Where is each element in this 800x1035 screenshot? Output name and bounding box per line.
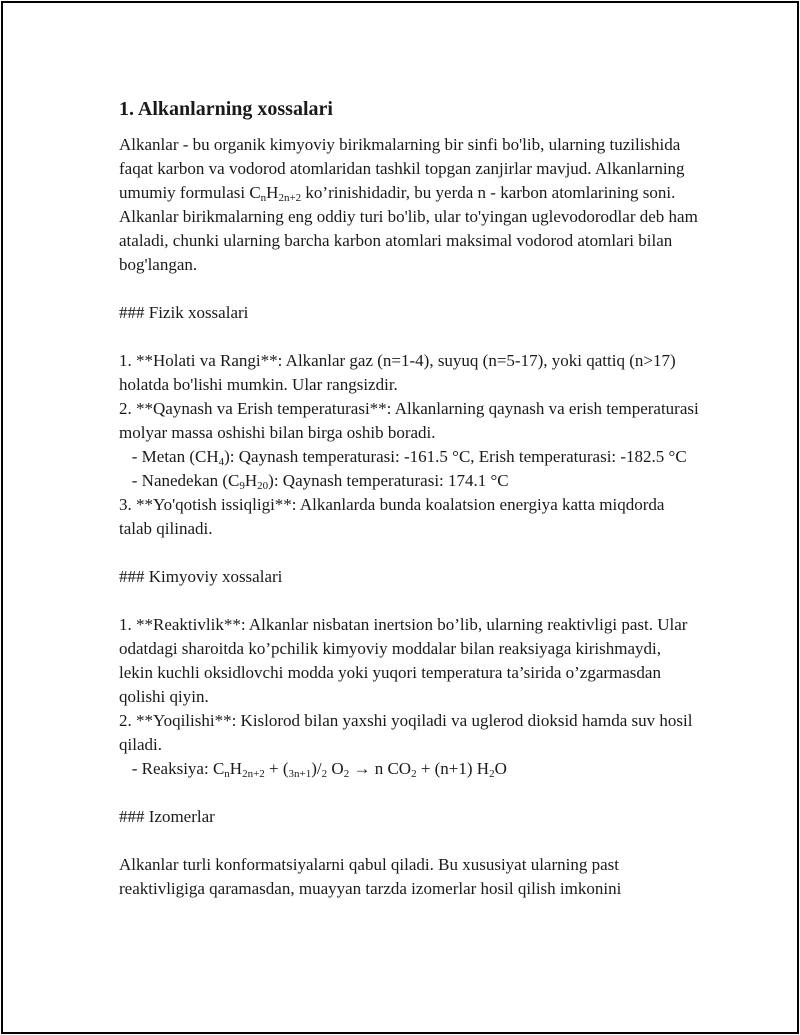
physical-item-2: 2. **Qaynash va Erish temperaturasi**: Alkanlarning qaynash va erish temperaturasi molyar massa oshishi bilan birga oshib boradi. — [119, 399, 699, 442]
intro-text-2: ko’rinishidadir, bu yerda n - karbon atomlarining soni. Alkanlar birikmalarning eng oddiy turi bo'lib, ular to'yingan uglevodorodlar deb ham ataladi, chunki ularning barcha karbon atomlari maksimal vodorod atomlari bilan bog'langan. — [119, 183, 698, 274]
document-content — [119, 95, 699, 901]
nanedekan-line — [119, 469, 699, 493]
metan-post: ): Qaynash temperaturasi: -161.5 °C, Erish temperaturasi: -182.5 °C — [224, 447, 687, 466]
intro-text-1: Alkanlar - bu organik kimyoviy birikmalarning bir sinfi bo'lib, ularning tuzilishida faqat karbon va vodorod atomlaridan tashkil topgan zanjirlar mavjud. Alkanlarning umumiy formulasi — [119, 135, 685, 202]
formula-c-sub: n — [260, 192, 267, 204]
reaction-sub-1: n — [224, 768, 230, 780]
reaction-plus: + ( — [264, 759, 289, 778]
metan-line — [119, 445, 699, 469]
metan-sub: 4 — [218, 456, 225, 468]
chemical-item-2: 2. **Yoqilishi**: Kislorod bilan yaxshi yoqiladi va uglerod dioksid hamda suv hosil qiladi. — [119, 711, 693, 754]
chemical-item-1: 1. **Reaktivlik**: Alkanlar nisbatan inertsion bo’lib, ularning reaktivligi past. Ular odatdagi sharoitda ko’pchilik kimyoviy moddalar bilan reaksiyaga kirishmaydi, lekin kuchli oksidlovchi modda yoki yuqori temperatura ta’sirida o’zgarmasdan qolishi qiyin. — [119, 615, 688, 706]
formula-c: C — [249, 183, 261, 202]
metan-pre: - Metan (CH — [131, 447, 219, 466]
intro-paragraph — [119, 133, 699, 277]
isomers-paragraph: Alkanlar turli konformatsiyalarni qabul qiladi. Bu xususiyat ularning past reaktivligiga qaramasdan, muayyan tarzda izomerlar hosil qilish imkonini — [119, 855, 622, 898]
nanedekan-post: ): Qaynash temperaturasi: 174.1 °C — [268, 471, 509, 490]
physical-heading: ### Fizik xossalari — [119, 303, 249, 322]
reaction-sub-5: 2 — [343, 768, 350, 780]
isomers-heading: ### Izomerlar — [119, 807, 215, 826]
physical-item-3: 3. **Yo'qotish issiqligi**: Alkanlarda bunda koalatsion energiya katta miqdorda talab qilinadi. — [119, 495, 665, 538]
reaction-sub-3: 3n+1 — [288, 768, 312, 780]
formula-h: H — [266, 183, 279, 202]
nanedekan-sub2: 20 — [257, 480, 269, 492]
reaction-sub-2: 2n+2 — [242, 768, 265, 780]
reaction-pre: - Reaksiya: C — [131, 759, 225, 778]
reaction-arrow: → n CO — [349, 759, 412, 778]
reaction-sub-6: 2 — [411, 768, 417, 780]
page-title: 1. Alkanlarning xossalari — [119, 98, 333, 120]
reaction-o2: O — [327, 759, 344, 778]
chemical-heading: ### Kimyoviy xossalari — [119, 567, 283, 586]
reaction-sub-7: 2 — [489, 768, 495, 780]
nanedekan-pre: - Nanedekan (C — [131, 471, 240, 490]
reaction-h: H — [229, 759, 243, 778]
nanedekan-sub1: 9 — [239, 480, 245, 492]
reaction-sub-4: 2 — [321, 768, 328, 780]
nanedekan-mid: H — [244, 471, 258, 490]
reaction-close: )/ — [311, 759, 322, 778]
reaction-line — [119, 757, 699, 781]
formula-h-sub: 2n+2 — [278, 192, 302, 204]
document-page — [2, 2, 798, 1033]
physical-item-1: 1. **Holati va Rangi**: Alkanlar gaz (n=1-4), suyuq (n=5-17), yoki qattiq (n>17) holatda bo'lishi mumkin. Ular rangsizdir. — [119, 351, 676, 394]
reaction-o: O — [494, 759, 507, 778]
reaction-rest: + (n+1) H — [416, 759, 490, 778]
